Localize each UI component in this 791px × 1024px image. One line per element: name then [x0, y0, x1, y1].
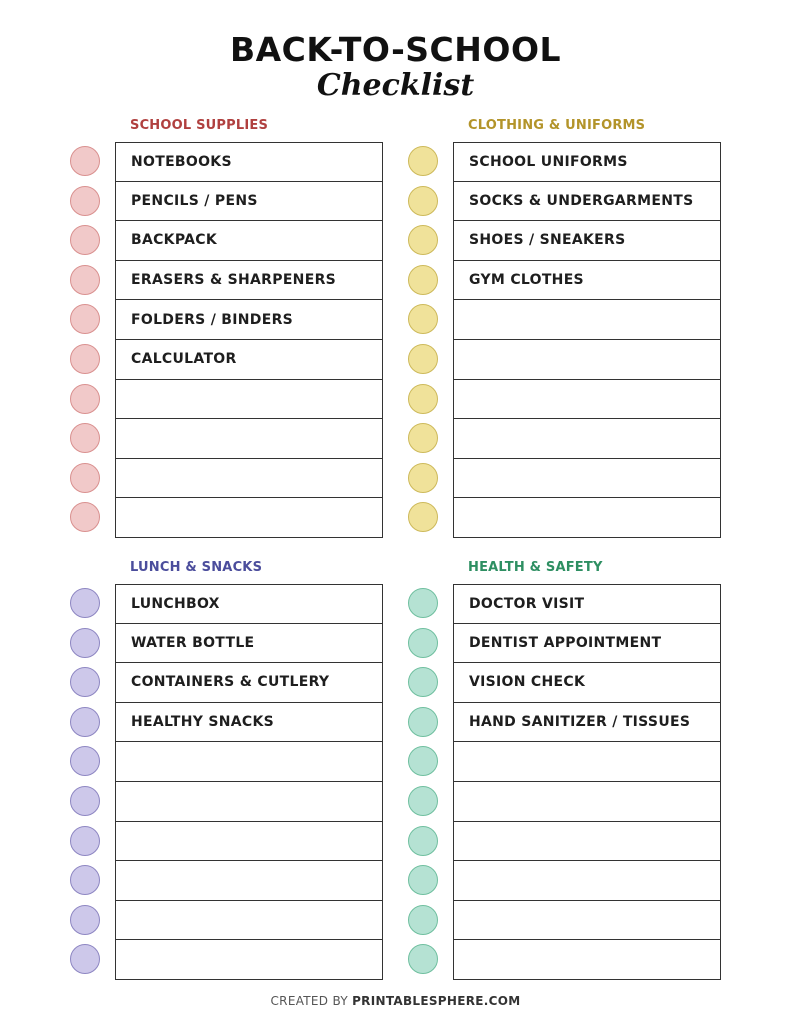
checklist-row	[408, 340, 723, 380]
checklist-item-box[interactable]	[453, 662, 721, 703]
checkbox-circle[interactable]	[408, 588, 438, 618]
checkbox-circle[interactable]	[70, 826, 100, 856]
checkbox-circle[interactable]	[408, 423, 438, 453]
checkbox-circle[interactable]	[70, 265, 100, 295]
page-title: BACK-TO-SCHOOL	[229, 30, 562, 69]
checklist-row	[408, 459, 723, 499]
checkbox-circle[interactable]	[70, 588, 100, 618]
checklist-row	[408, 221, 723, 261]
checklist-item-label: DOCTOR VISIT	[469, 595, 585, 612]
checklist-item-box[interactable]	[115, 181, 383, 222]
checklist-item-label: NOTEBOOKS	[131, 153, 232, 170]
checklist-item-box[interactable]	[115, 821, 383, 862]
checklist-row	[70, 703, 385, 743]
checklist-item-box[interactable]	[453, 584, 721, 624]
checkbox-circle[interactable]	[408, 707, 438, 737]
checklist-item-box[interactable]	[115, 662, 383, 703]
checklist-item-box[interactable]	[453, 741, 721, 782]
checkbox-circle[interactable]	[408, 667, 438, 697]
checkbox-circle[interactable]	[408, 746, 438, 776]
checklist-item-box[interactable]	[115, 900, 383, 941]
checklist-item-box[interactable]	[453, 702, 721, 743]
checklist-row	[70, 182, 385, 222]
checkbox-circle[interactable]	[70, 944, 100, 974]
checklist-item-box[interactable]	[453, 497, 721, 538]
checklist-item-box[interactable]	[115, 623, 383, 664]
checklist-item-label: BACKPACK	[131, 232, 217, 249]
checkbox-circle[interactable]	[408, 186, 438, 216]
checklist-row	[70, 300, 385, 340]
checklist-item-label: SOCKS & UNDERGARMENTS	[469, 192, 694, 209]
checklist-item-box[interactable]	[453, 142, 721, 182]
checkbox-circle[interactable]	[408, 146, 438, 176]
checklist-item-label: VISION CHECK	[469, 674, 586, 691]
checkbox-circle[interactable]	[70, 186, 100, 216]
checklist-row	[70, 221, 385, 261]
section-heading: HEALTH & SAFETY	[468, 560, 603, 575]
checkbox-circle[interactable]	[408, 344, 438, 374]
checkbox-circle[interactable]	[70, 304, 100, 334]
checklist-row	[70, 624, 385, 664]
checklist-row	[70, 861, 385, 901]
checklist-row	[70, 782, 385, 822]
checklist-row	[70, 261, 385, 301]
checklist-item-box[interactable]	[115, 741, 383, 782]
checkbox-circle[interactable]	[408, 463, 438, 493]
checklist-row	[70, 584, 385, 624]
checklist-item-label: LUNCHBOX	[131, 595, 220, 612]
checklist-item-label: SCHOOL UNIFORMS	[469, 153, 628, 170]
checkbox-circle[interactable]	[70, 146, 100, 176]
checklist-item-box[interactable]	[453, 458, 721, 499]
footer-brand: PRINTABLESPHERE.COM	[352, 994, 521, 1008]
checklist-item-label: HAND SANITIZER / TISSUES	[469, 714, 691, 731]
checklist-item-box[interactable]	[115, 299, 383, 340]
checklist-row	[70, 142, 385, 182]
checkbox-circle[interactable]	[70, 746, 100, 776]
checklist-row	[408, 901, 723, 941]
checklist-row	[70, 380, 385, 420]
checklist-row	[408, 703, 723, 743]
checkbox-circle[interactable]	[70, 905, 100, 935]
checkbox-circle[interactable]	[408, 944, 438, 974]
checklist-item-box[interactable]	[453, 418, 721, 459]
checklist-item-label: FOLDERS / BINDERS	[131, 311, 294, 328]
checklist-item-box[interactable]	[453, 181, 721, 222]
checklist-item-label: CONTAINERS & CUTLERY	[131, 674, 330, 691]
checklist-item-label: HEALTHY SNACKS	[131, 714, 275, 731]
checklist-row	[408, 261, 723, 301]
checklist-item-box[interactable]	[115, 702, 383, 743]
checkbox-circle[interactable]	[408, 265, 438, 295]
checklist-row	[408, 940, 723, 980]
checklist-row	[408, 742, 723, 782]
checklist-item-box[interactable]	[453, 900, 721, 941]
checkbox-circle[interactable]	[408, 786, 438, 816]
checkbox-circle[interactable]	[70, 384, 100, 414]
checklist-item-box[interactable]	[115, 458, 383, 499]
checklist-item-box[interactable]	[453, 939, 721, 980]
checklist-row	[70, 419, 385, 459]
footer-prefix: CREATED BY	[270, 994, 348, 1008]
page-subtitle: Checklist	[316, 68, 475, 103]
checklist-row	[408, 300, 723, 340]
section-heading: LUNCH & SNACKS	[130, 560, 263, 575]
checklist-item-box[interactable]	[115, 939, 383, 980]
checklist-item-label: ERASERS & SHARPENERS	[131, 272, 337, 289]
checklist-row	[408, 419, 723, 459]
checkbox-circle[interactable]	[408, 865, 438, 895]
checklist-item-box[interactable]	[115, 781, 383, 822]
checklist-row	[408, 663, 723, 703]
checklist-item-box[interactable]	[453, 220, 721, 261]
footer-credit	[0, 994, 791, 1008]
checkbox-circle[interactable]	[70, 667, 100, 697]
checklist-item-box[interactable]	[453, 379, 721, 420]
checklist-item-label: CALCULATOR	[131, 351, 237, 368]
checklist-item-label: WATER BOTTLE	[131, 634, 255, 651]
checklist-item-label: SHOES / SNEAKERS	[469, 232, 626, 249]
checklist-item-box[interactable]	[115, 584, 383, 624]
checklist-item-box[interactable]	[453, 623, 721, 664]
checkbox-circle[interactable]	[70, 344, 100, 374]
checkbox-circle[interactable]	[70, 707, 100, 737]
checklist-item-label: PENCILS / PENS	[131, 192, 258, 209]
checkbox-circle[interactable]	[70, 463, 100, 493]
checklist-row	[70, 459, 385, 499]
checkbox-circle[interactable]	[70, 423, 100, 453]
checklist-item-box[interactable]	[115, 379, 383, 420]
checklist-item-box[interactable]	[115, 860, 383, 901]
checklist-item-box[interactable]	[453, 860, 721, 901]
checklist-item-box[interactable]	[115, 142, 383, 182]
checklist-item-label: GYM CLOTHES	[469, 272, 584, 289]
checklist-rows	[408, 584, 723, 980]
checkbox-circle[interactable]	[70, 865, 100, 895]
checklist-item-box[interactable]	[453, 299, 721, 340]
checklist-row	[408, 182, 723, 222]
checklist-rows	[70, 142, 385, 538]
checklist-row	[70, 901, 385, 941]
checklist-item-box[interactable]	[115, 339, 383, 380]
checklist-row	[70, 822, 385, 862]
checklist-rows	[408, 142, 723, 538]
checklist-row	[408, 782, 723, 822]
checkbox-circle[interactable]	[408, 304, 438, 334]
checklist-row	[70, 663, 385, 703]
checklist-rows	[70, 584, 385, 980]
checklist-item-box[interactable]	[453, 821, 721, 862]
checkbox-circle[interactable]	[408, 905, 438, 935]
checkbox-circle[interactable]	[408, 826, 438, 856]
checklist-item-label: DENTIST APPOINTMENT	[469, 634, 662, 651]
checklist-row	[408, 861, 723, 901]
checkbox-circle[interactable]	[408, 225, 438, 255]
checkbox-circle[interactable]	[408, 384, 438, 414]
checklist-row	[408, 624, 723, 664]
checklist-row	[408, 498, 723, 538]
checklist-row	[70, 940, 385, 980]
checklist-row	[408, 142, 723, 182]
checklist-item-box[interactable]	[115, 497, 383, 538]
checkbox-circle[interactable]	[70, 502, 100, 532]
checklist-row	[70, 498, 385, 538]
checkbox-circle[interactable]	[408, 502, 438, 532]
checklist-row	[70, 340, 385, 380]
checklist-item-box[interactable]	[115, 260, 383, 301]
checklist-item-box[interactable]	[453, 260, 721, 301]
checkbox-circle[interactable]	[70, 628, 100, 658]
checklist-row	[408, 584, 723, 624]
checkbox-circle[interactable]	[408, 628, 438, 658]
checklist-row	[70, 742, 385, 782]
checklist-item-box[interactable]	[453, 781, 721, 822]
checklist-item-box[interactable]	[115, 418, 383, 459]
section-heading: SCHOOL SUPPLIES	[130, 118, 269, 133]
checklist-item-box[interactable]	[453, 339, 721, 380]
checklist-row	[408, 822, 723, 862]
checkbox-circle[interactable]	[70, 225, 100, 255]
checklist-row	[408, 380, 723, 420]
checkbox-circle[interactable]	[70, 786, 100, 816]
section-heading: CLOTHING & UNIFORMS	[468, 118, 646, 133]
checklist-item-box[interactable]	[115, 220, 383, 261]
